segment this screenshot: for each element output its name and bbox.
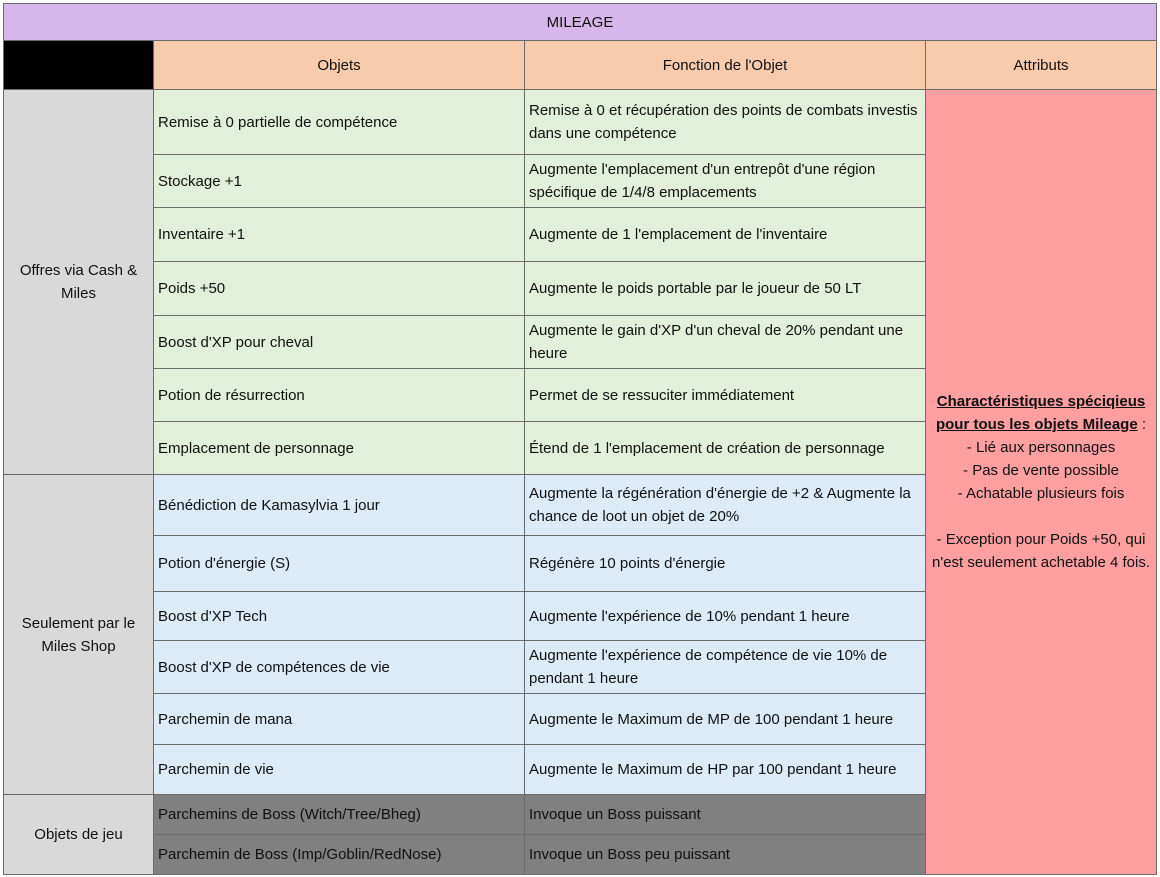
- table-row-objet: Poids +50: [154, 262, 525, 316]
- table-row-fonction: Permet de se ressuciter immédiatement: [525, 369, 926, 422]
- table-row-objet: Bénédiction de Kamasylvia 1 jour: [154, 475, 525, 536]
- attribute-exception: - Exception pour Poids +50, qui n'est seulement achetable 4 fois.: [932, 531, 1150, 571]
- table-row-objet: Potion de résurrection: [154, 369, 525, 422]
- table-row-fonction: Augmente la régénération d'énergie de +2 & Augmente la chance de loot un objet de 20%: [525, 475, 926, 536]
- table-row-objet: Parchemin de mana: [154, 694, 525, 745]
- table-row-fonction: Augmente le Maximum de MP de 100 pendant 1 heure: [525, 694, 926, 745]
- table-row-objet: Parchemins de Boss (Witch/Tree/Bheg): [154, 795, 525, 835]
- category-miles-shop: Seulement par le Miles Shop: [3, 475, 154, 795]
- header-objets: Objets: [154, 41, 525, 90]
- table-row-fonction: Augmente l'expérience de compétence de vie 10% de pendant 1 heure: [525, 641, 926, 694]
- table-row-objet: Parchemin de vie: [154, 745, 525, 795]
- table-row-fonction: Augmente le poids portable par le joueur de 50 LT: [525, 262, 926, 316]
- table-row-fonction: Augmente le gain d'XP d'un cheval de 20% pendant une heure: [525, 316, 926, 369]
- attributes-heading: [928, 390, 1154, 436]
- table-row-fonction: Augmente l'emplacement d'un entrepôt d'une région spécifique de 1/4/8 emplacements: [525, 155, 926, 208]
- table-row-objet: Boost d'XP pour cheval: [154, 316, 525, 369]
- attribute-item: - Lié aux personnages: [966, 439, 1116, 456]
- table-row-objet: Remise à 0 partielle de compétence: [154, 90, 525, 155]
- table-row-objet: Emplacement de personnage: [154, 422, 525, 475]
- table-row-fonction: Invoque un Boss puissant: [525, 795, 926, 835]
- attributes-title-suffix: :: [1137, 416, 1147, 433]
- table-row-objet: Boost d'XP Tech: [154, 592, 525, 641]
- attribute-item: - Pas de vente possible: [963, 462, 1119, 479]
- table-row-fonction: Augmente de 1 l'emplacement de l'inventaire: [525, 208, 926, 262]
- attributes-title: Charactéristiques spéciqieus pour tous les objets Mileage: [935, 393, 1146, 433]
- attributes-content: [928, 390, 1154, 574]
- table-row-fonction: Augmente le Maximum de HP par 100 pendant 1 heure: [525, 745, 926, 795]
- attributes-spacer: [928, 505, 1154, 528]
- table-row-objet: Boost d'XP de compétences de vie: [154, 641, 525, 694]
- table-row-fonction: Augmente l'expérience de 10% pendant 1 heure: [525, 592, 926, 641]
- table-row-fonction: Remise à 0 et récupération des points de combats investis dans une compétence: [525, 90, 926, 155]
- table-row-fonction: Invoque un Boss peu puissant: [525, 835, 926, 875]
- header-corner: [3, 41, 154, 90]
- table-row-objet: Stockage +1: [154, 155, 525, 208]
- attributes-cell: [926, 90, 1157, 875]
- table-title: MILEAGE: [3, 3, 1157, 41]
- table-row-objet: Inventaire +1: [154, 208, 525, 262]
- table-row-objet: Potion d'énergie (S): [154, 536, 525, 592]
- category-cash-miles: Offres via Cash & Miles: [3, 90, 154, 475]
- header-attributs: Attributs: [926, 41, 1157, 90]
- table-row-fonction: Étend de 1 l'emplacement de création de personnage: [525, 422, 926, 475]
- table-row-objet: Parchemin de Boss (Imp/Goblin/RedNose): [154, 835, 525, 875]
- table-row-fonction: Régénère 10 points d'énergie: [525, 536, 926, 592]
- header-fonction: Fonction de l'Objet: [525, 41, 926, 90]
- attribute-item: - Achatable plusieurs fois: [957, 485, 1125, 502]
- category-objets-jeu: Objets de jeu: [3, 795, 154, 875]
